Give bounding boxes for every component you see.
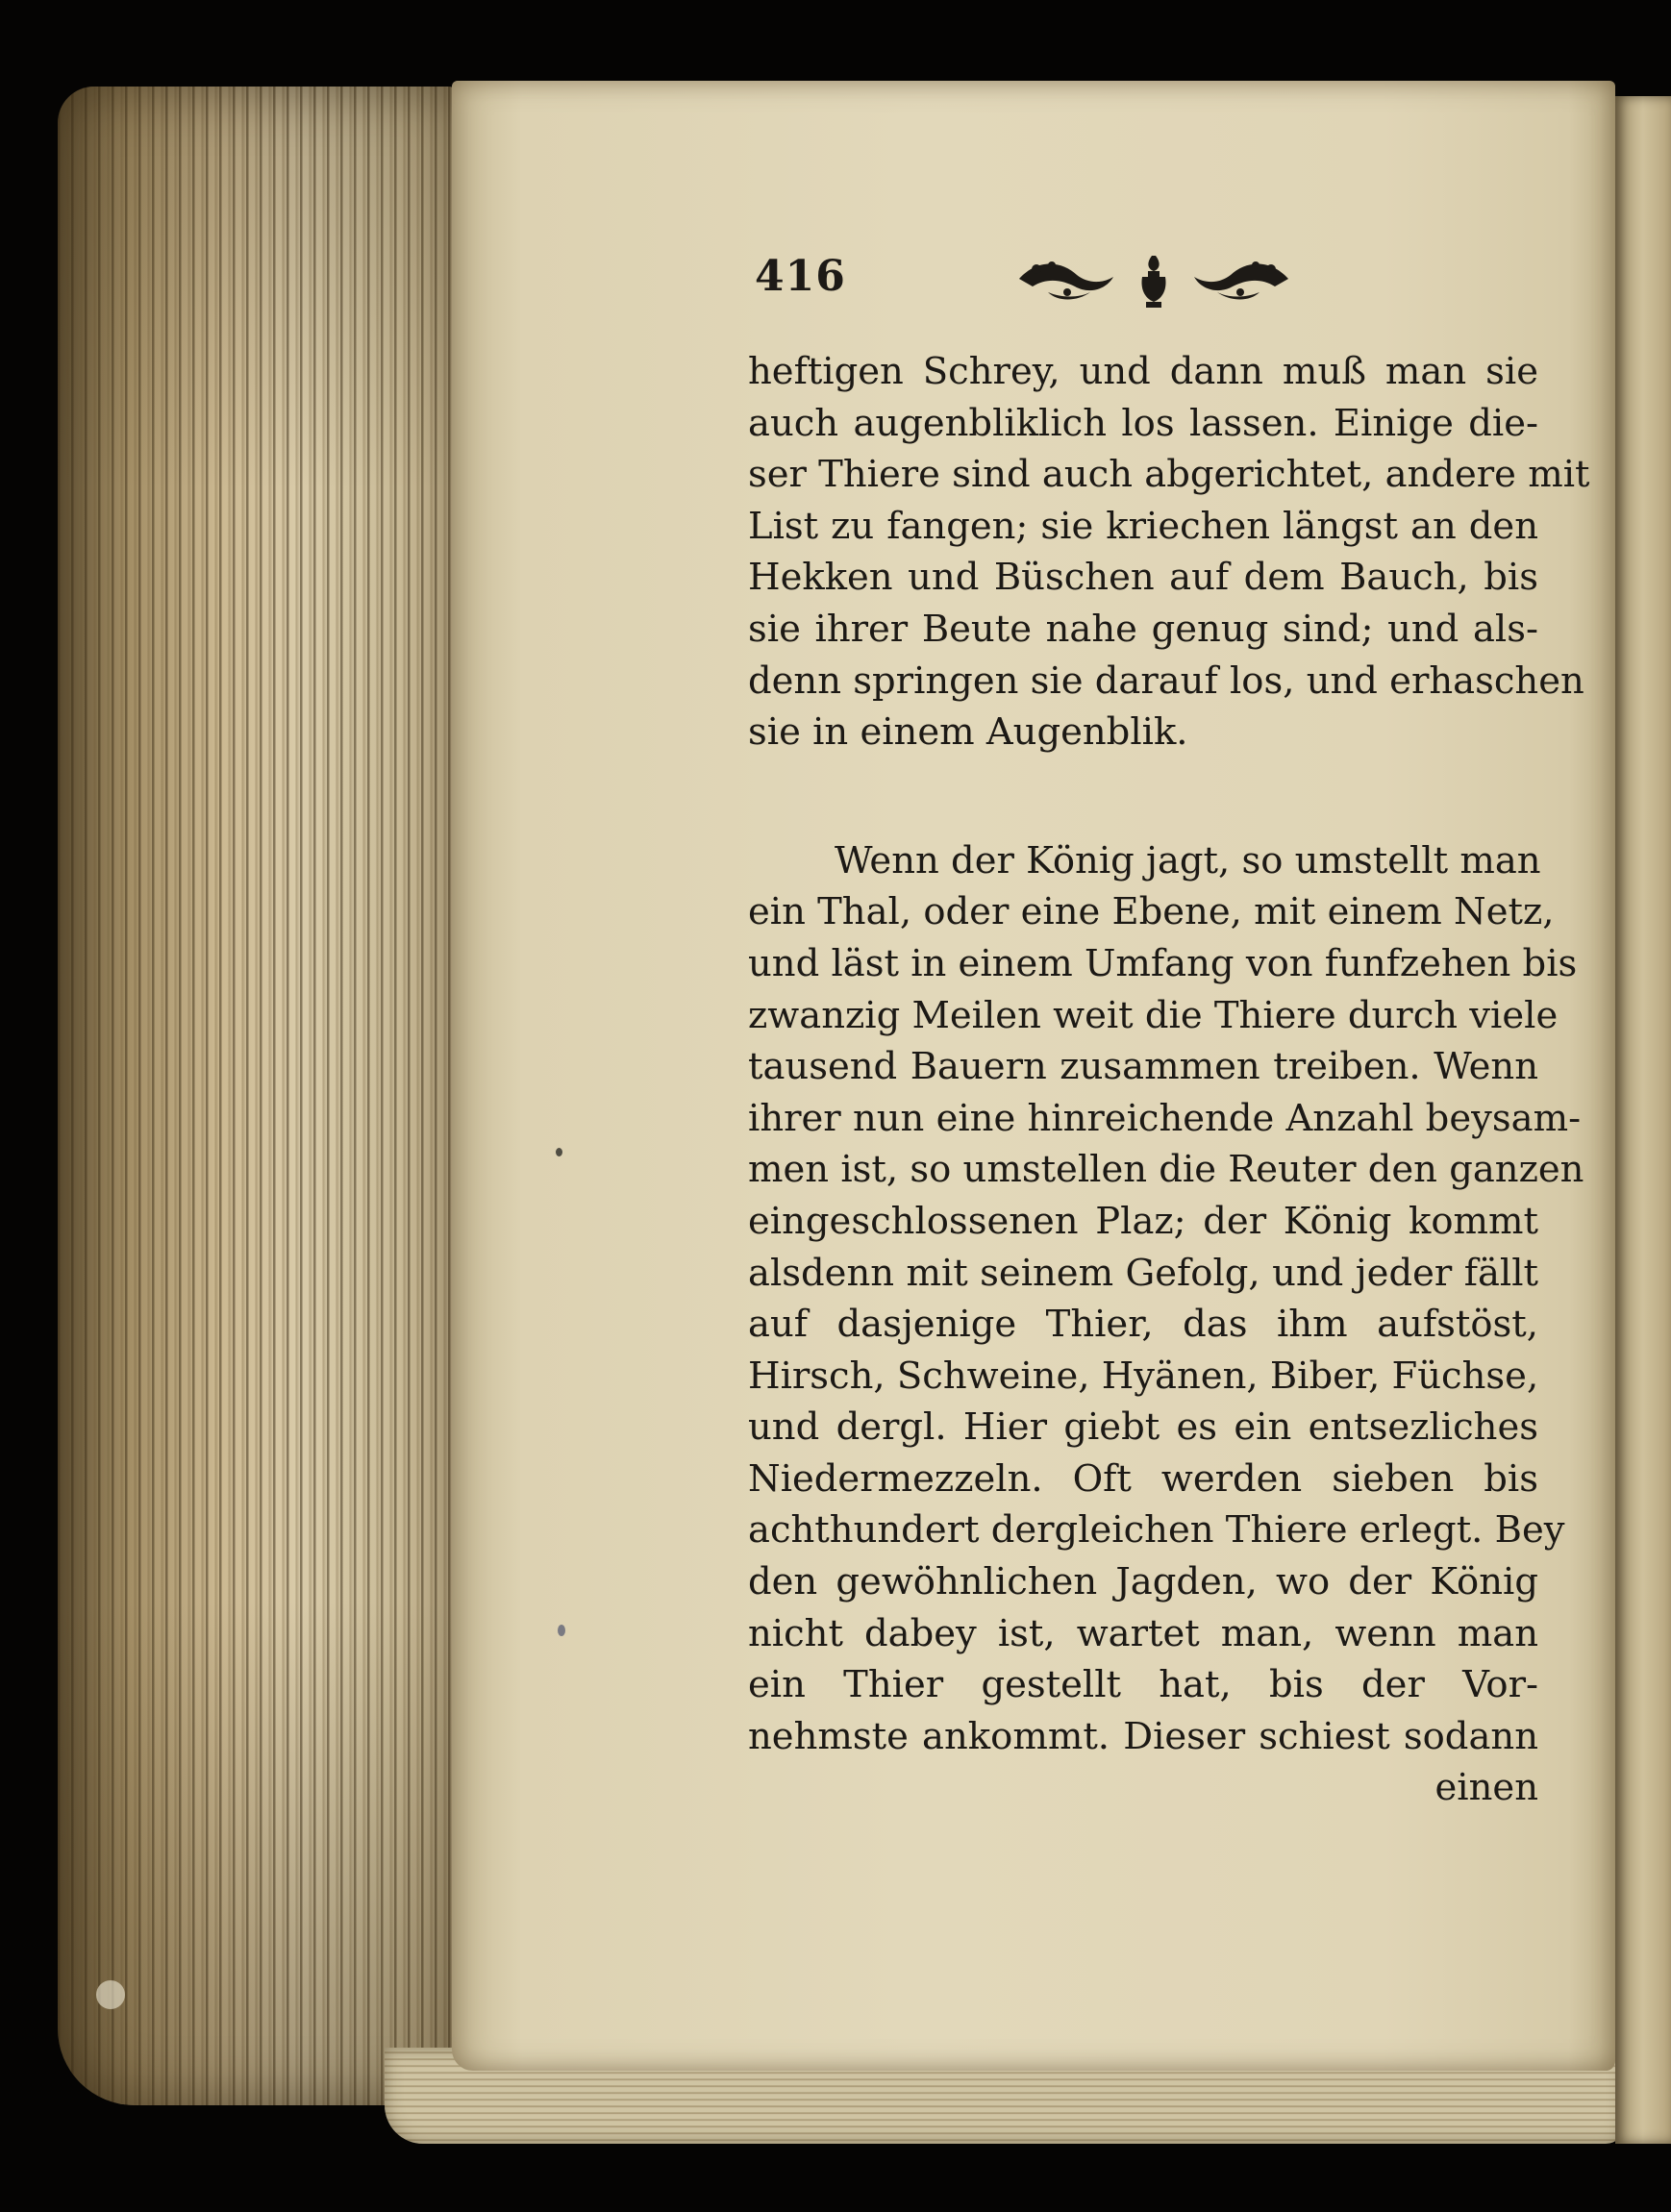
text-line: denn springen sie darauf los, und erhaschen bbox=[748, 659, 1584, 703]
text-line: Hirsch, Schweine, Hyänen, Biber, Füchse, bbox=[748, 1354, 1539, 1398]
text-line: Niedermezzeln. Oft werden sieben bis bbox=[748, 1456, 1538, 1501]
text-line: achthundert dergleichen Thiere erlegt. Bey bbox=[748, 1508, 1565, 1553]
text-line: ser Thiere sind auch abgerichtet, andere mit bbox=[748, 453, 1590, 497]
text-line: ihrer nun eine hinreichende Anzahl beysam- bbox=[748, 1096, 1582, 1140]
text-line: eingeschlossenen Plaz; der König kommt bbox=[748, 1199, 1538, 1243]
text-line: sie ihrer Beute nahe genug sind; und als- bbox=[748, 607, 1538, 651]
page-number: 416 bbox=[755, 252, 846, 301]
text-line: ein Thal, oder eine Ebene, mit einem Netz, bbox=[748, 890, 1555, 934]
text-line: alsdenn mit seinem Gefolg, und jeder fällt bbox=[748, 1251, 1538, 1295]
text-line: zwanzig Meilen weit die Thiere durch viele bbox=[748, 993, 1559, 1037]
text-line: auch augenbliklich los lassen. Einige die- bbox=[748, 401, 1538, 445]
paragraph bbox=[748, 835, 1584, 1763]
text-line: nehmste ankommt. Dieser schiest sodann bbox=[748, 1714, 1538, 1758]
text-line: List zu fangen; sie kriechen längst an den bbox=[748, 504, 1538, 548]
paper-stain bbox=[558, 1625, 565, 1636]
text-line: und läst in einem Umfang von funfzehen bis bbox=[748, 941, 1578, 985]
catchword: einen bbox=[1434, 1766, 1538, 1810]
text-line: nicht dabey ist, wartet man, wenn man bbox=[748, 1611, 1538, 1655]
paper-stain bbox=[96, 1980, 125, 2009]
paper-stain bbox=[556, 1148, 562, 1156]
floral-ornament-icon bbox=[1010, 248, 1298, 311]
page-header bbox=[755, 252, 1543, 310]
text-line: auf dasjenige Thier, das ihm aufstöst, bbox=[748, 1303, 1538, 1347]
paragraph-gap bbox=[748, 758, 1538, 835]
text-line: tausend Bauern zusammen treiben. Wenn bbox=[748, 1045, 1538, 1089]
text-line: Wenn der König jagt, so umstellt man bbox=[835, 838, 1541, 882]
text-line: und dergl. Hier giebt es ein entsezliches bbox=[748, 1405, 1538, 1450]
next-page-edge bbox=[1615, 96, 1671, 2144]
page-body-text bbox=[748, 346, 1590, 1814]
text-line: men ist, so umstellen die Reuter den ganzen bbox=[748, 1148, 1584, 1192]
paragraph bbox=[748, 346, 1590, 758]
text-line: sie in einem Augenblik. bbox=[748, 710, 1188, 755]
text-line: Hekken und Büschen auf dem Bauch, bis bbox=[748, 556, 1538, 600]
text-line: heftigen Schrey, und dann muß man sie bbox=[748, 350, 1538, 393]
text-line: ein Thier gestellt hat, bis der Vor- bbox=[748, 1663, 1538, 1707]
text-line: den gewöhnlichen Jagden, wo der König bbox=[748, 1560, 1538, 1604]
book-edge-shading bbox=[58, 87, 461, 2105]
